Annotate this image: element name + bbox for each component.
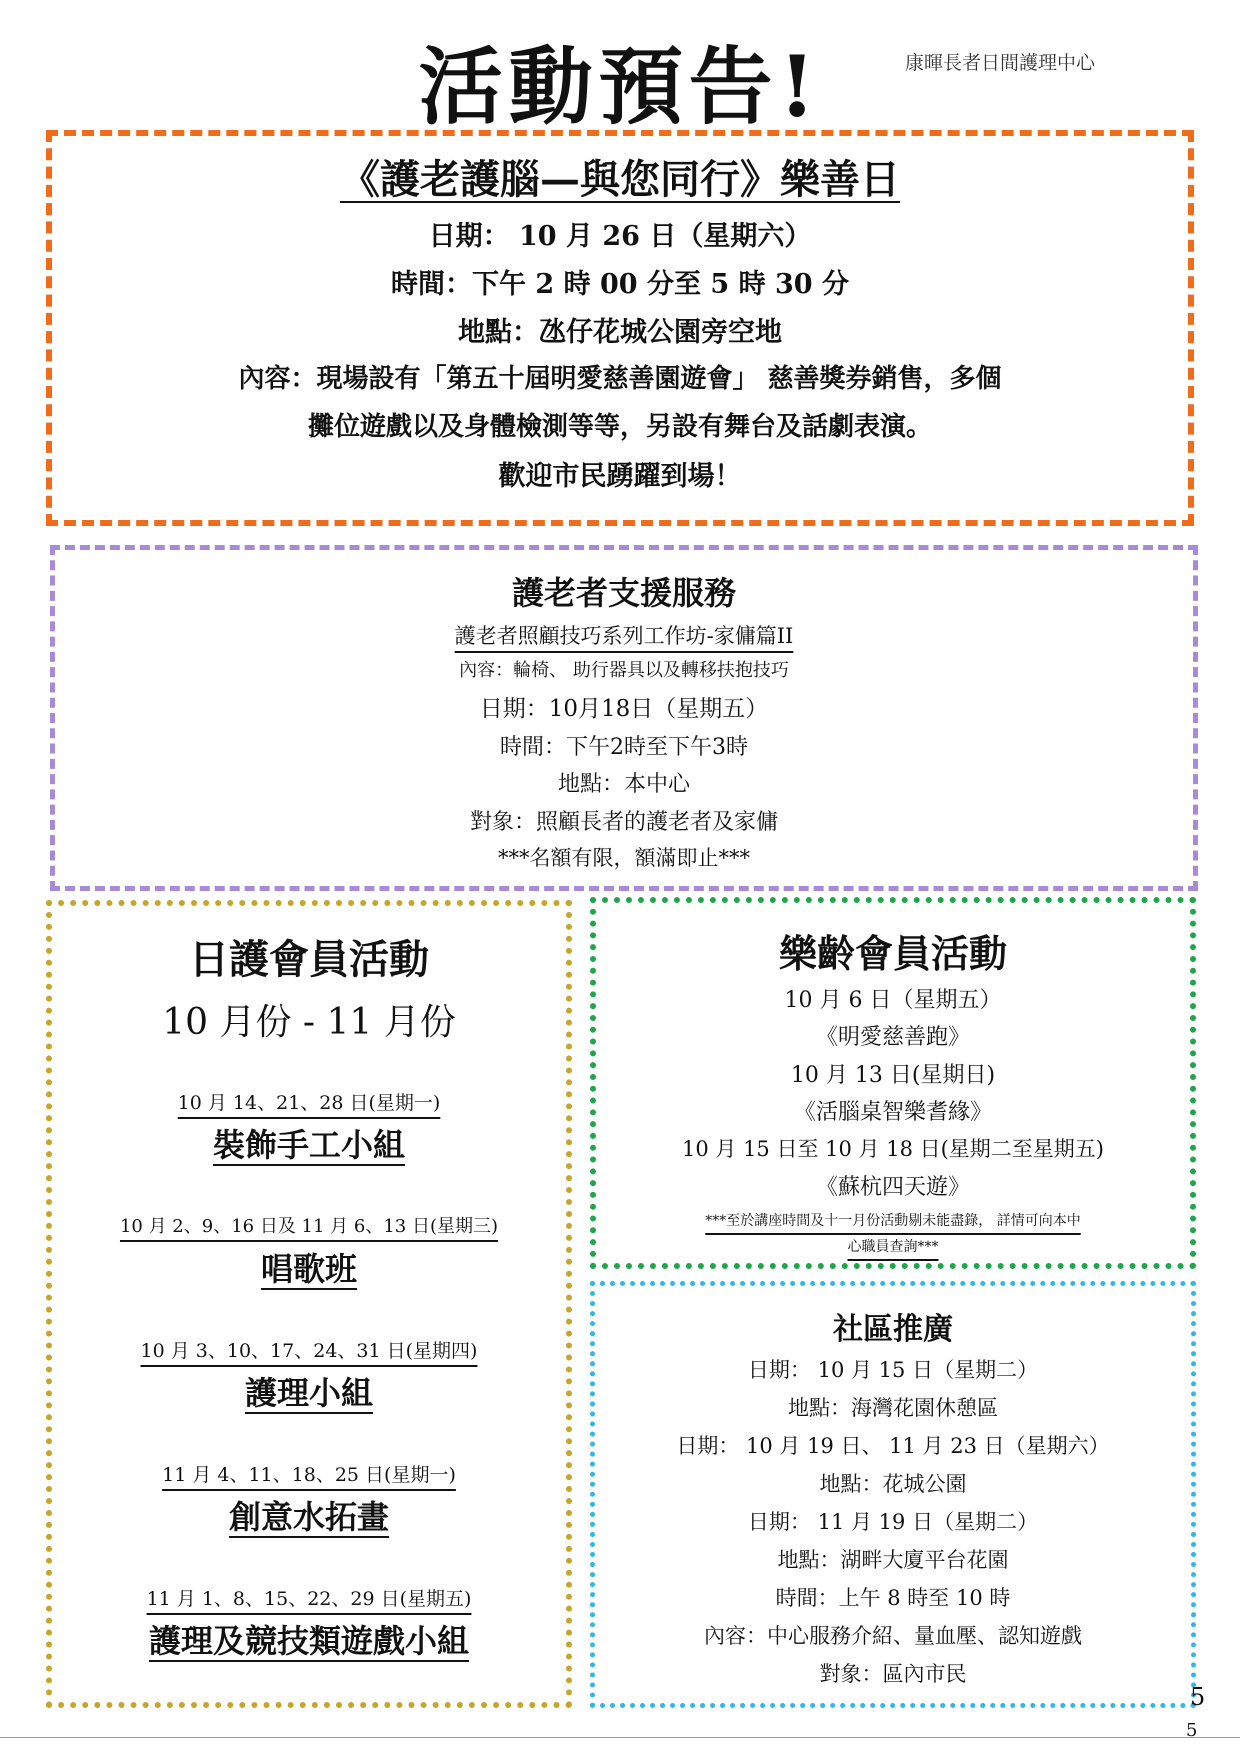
charity-day-venue: 地點：氹仔花城公園旁空地 — [458, 317, 782, 348]
charity-day-date: 日期： 10 月 26 日（星期六） — [428, 221, 812, 252]
happy-age-line: 10 月 13 日(星期日) — [790, 1063, 996, 1088]
happy-age-line: 《活腦桌智樂耆緣》 — [793, 1100, 992, 1125]
caregiver-support-date: 日期：10月18日（星期五） — [479, 696, 769, 722]
footer-divider — [0, 1737, 1240, 1738]
charity-day-content-line1: 內容：現場設有「第五十屆明愛慈善園遊會」 慈善獎券銷售，多個 — [238, 364, 1002, 394]
happy-age-note: 心職員查詢*** — [847, 1239, 939, 1255]
community-outreach-line: 地點：湖畔大廈平台花園 — [777, 1548, 1009, 1572]
caregiver-support-section — [50, 545, 1198, 891]
community-outreach-line: 內容：中心服務介紹、量血壓、認知遊戲 — [704, 1624, 1082, 1648]
caregiver-support-subtitle: 護老者照顧技巧系列工作坊-家傭篇II — [454, 624, 794, 648]
activity-name: 護理小組 — [244, 1374, 373, 1412]
page-number-small: 5 — [1186, 1720, 1198, 1741]
page-title: 活動預告! — [418, 37, 822, 136]
caregiver-support-content: 內容：輪椅、 助行器具以及轉移扶抱技巧 — [459, 660, 789, 681]
community-outreach-line: 日期： 11 月 19 日（星期二） — [747, 1510, 1039, 1534]
charity-day-title: 《護老護腦—與您同行》樂善日 — [340, 156, 900, 203]
activity-name: 創意水拓畫 — [228, 1498, 389, 1536]
caregiver-support-note: ***名額有限，額滿即止*** — [498, 846, 750, 870]
activity-name: 裝飾手工小組 — [212, 1126, 405, 1164]
charity-day-time: 時間：下午 2 時 00 分至 5 時 30 分 — [391, 269, 849, 300]
charity-day-content-line2: 攤位遊戲以及身體檢測等等，另設有舞台及話劇表演。 — [307, 412, 932, 442]
community-outreach-line: 地點：海灣花園休憩區 — [788, 1396, 998, 1420]
happy-age-line: 《明愛慈善跑》 — [815, 1025, 970, 1050]
caregiver-support-title: 護老者支援服務 — [511, 574, 736, 612]
community-outreach-line: 時間：上午 8 時至 10 時 — [775, 1586, 1011, 1610]
community-outreach-line: 對象：區內市民 — [819, 1662, 967, 1686]
happy-age-title: 樂齡會員活動 — [778, 931, 1007, 976]
caregiver-support-time: 時間：下午2時至下午3時 — [500, 735, 748, 760]
community-outreach-line: 日期： 10 月 19 日、 11 月 23 日（星期六） — [676, 1434, 1110, 1458]
activity-name: 護理及競技類遊戲小組 — [148, 1622, 469, 1660]
happy-age-line: 10 月 6 日（星期五） — [784, 988, 1002, 1013]
happy-age-activities-section — [590, 897, 1196, 1269]
activity-schedule: 10 月 3、10、17、24、31 日(星期四) — [140, 1340, 478, 1362]
happy-age-line: 《蘇杭四天遊》 — [815, 1175, 970, 1200]
activity-schedule: 11 月 1、8、15、22、29 日(星期五) — [146, 1588, 472, 1610]
activity-schedule: 10 月 14、21、28 日(星期一) — [177, 1092, 441, 1114]
organization-name: 康暉長者日間護理中心 — [905, 52, 1096, 74]
community-outreach-line: 日期： 10 月 15 日（星期二） — [747, 1358, 1039, 1382]
caregiver-support-venue: 地點：本中心 — [557, 772, 690, 797]
charity-day-welcome: 歡迎市民踴躍到場！ — [498, 461, 742, 492]
day-care-activities-section — [46, 900, 572, 1708]
page-number: 5 — [1190, 1683, 1206, 1711]
community-outreach-line: 地點：花城公園 — [819, 1472, 967, 1496]
day-care-title: 日護會員活動 — [189, 936, 429, 983]
community-outreach-title: 社區推廣 — [833, 1312, 953, 1347]
day-care-period: 10 月份 - 11 月份 — [162, 1002, 456, 1043]
activity-schedule: 10 月 2、9、16 日及 11 月 6、13 日(星期三) — [119, 1216, 499, 1237]
happy-age-line: 10 月 15 日至 10 月 18 日(星期二至星期五) — [682, 1137, 1104, 1161]
activity-schedule: 11 月 4、11、18、25 日(星期一) — [162, 1464, 456, 1486]
caregiver-support-target: 對象：照顧長者的護老者及家傭 — [469, 810, 778, 835]
happy-age-note: ***至於講座時間及十一月份活動剔未能盡錄， 詳情可向本中 — [705, 1213, 1081, 1229]
community-outreach-section — [590, 1281, 1196, 1708]
activity-name: 唱歌班 — [260, 1250, 357, 1288]
charity-day-section — [46, 130, 1194, 526]
